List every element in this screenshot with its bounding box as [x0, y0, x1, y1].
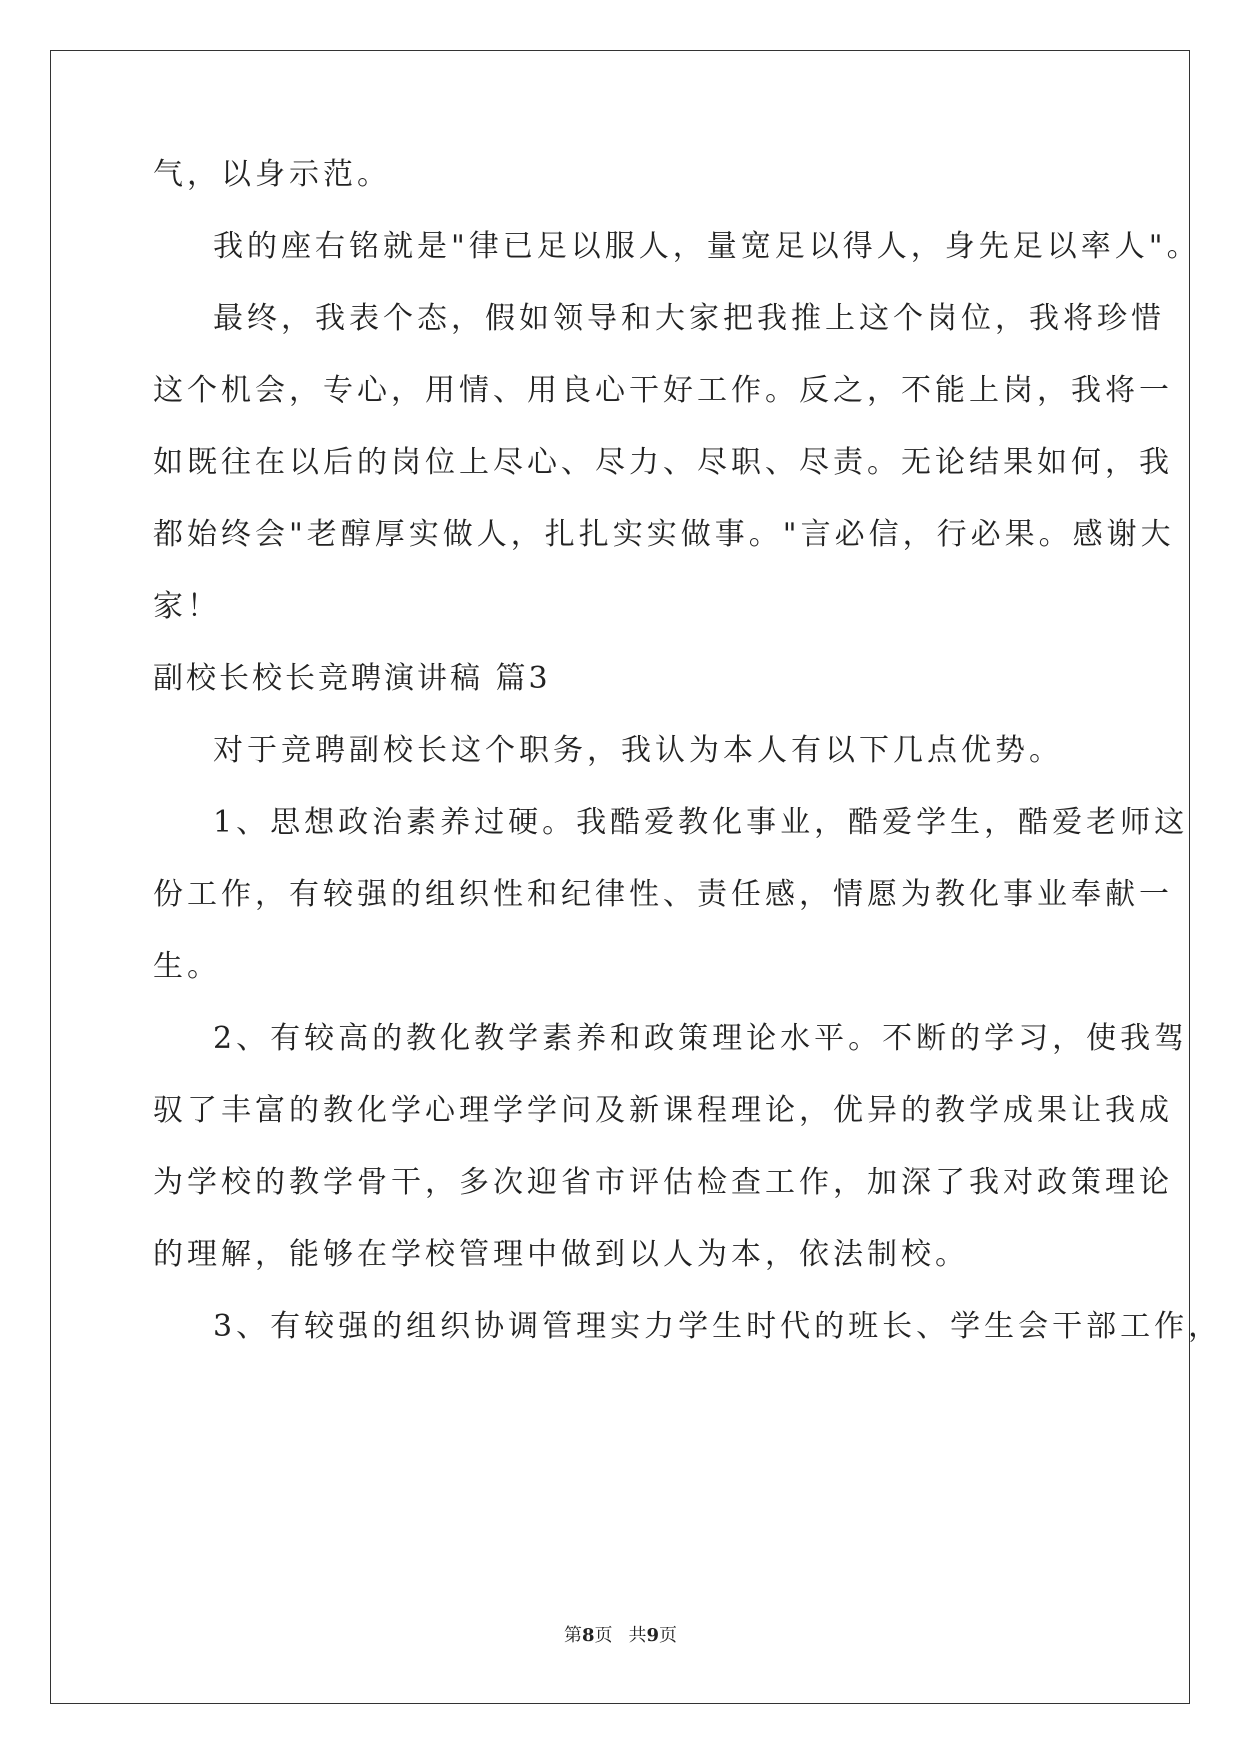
text-line: 的理解，能够在学校管理中做到以人为本，依法制校。 — [153, 1237, 969, 1272]
current-page-number: 8 — [581, 1625, 595, 1646]
page-footer — [0, 1624, 1241, 1648]
footer-total-suffix: 页 — [659, 1625, 678, 1646]
text-line: 对于竞聘副校长这个职务，我认为本人有以下几点优势。 — [213, 733, 1063, 768]
text-line: 我的座右铭就是"律已足以服人，量宽足以得人，身先足以率人"。 — [213, 229, 1201, 264]
text-line: 1、思想政治素养过硬。我酷爱教化事业，酷爱学生，酷爱老师这 — [213, 805, 1189, 840]
text-line: 驭了丰富的教化学心理学学问及新课程理论，优异的教学成果让我成 — [153, 1093, 1173, 1128]
footer-page-suffix: 页 — [594, 1625, 613, 1646]
total-page-number: 9 — [646, 1625, 660, 1646]
text-line: 气，以身示范。 — [153, 157, 391, 192]
text-line: 2、有较高的教化教学素养和政策理论水平。不断的学习，使我驾 — [213, 1021, 1189, 1056]
footer-total-prefix: 共 — [628, 1625, 647, 1646]
text-line: 生。 — [153, 949, 221, 984]
text-line: 最终，我表个态，假如领导和大家把我推上这个岗位，我将珍惜 — [213, 301, 1165, 336]
text-line: 这个机会，专心，用情、用良心干好工作。反之，不能上岗，我将一 — [153, 373, 1173, 408]
footer-prefix: 第 — [563, 1625, 582, 1646]
text-line: 为学校的教学骨干，多次迎省市评估检查工作，加深了我对政策理论 — [153, 1165, 1173, 1200]
text-line: 家！ — [153, 589, 221, 624]
section-heading: 副校长校长竞聘演讲稿 篇3 — [153, 661, 551, 696]
text-line: 都始终会"老醇厚实做人，扎扎实实做事。"言必信，行必果。感谢大 — [153, 517, 1175, 552]
text-line: 如既往在以后的岗位上尽心、尽力、尽职、尽责。无论结果如何，我 — [153, 445, 1173, 480]
text-line: 份工作，有较强的组织性和纪律性、责任感，情愿为教化事业奉献一 — [153, 877, 1173, 912]
text-line: 3、有较强的组织协调管理实力学生时代的班长、学生会干部工作， — [213, 1309, 1223, 1344]
